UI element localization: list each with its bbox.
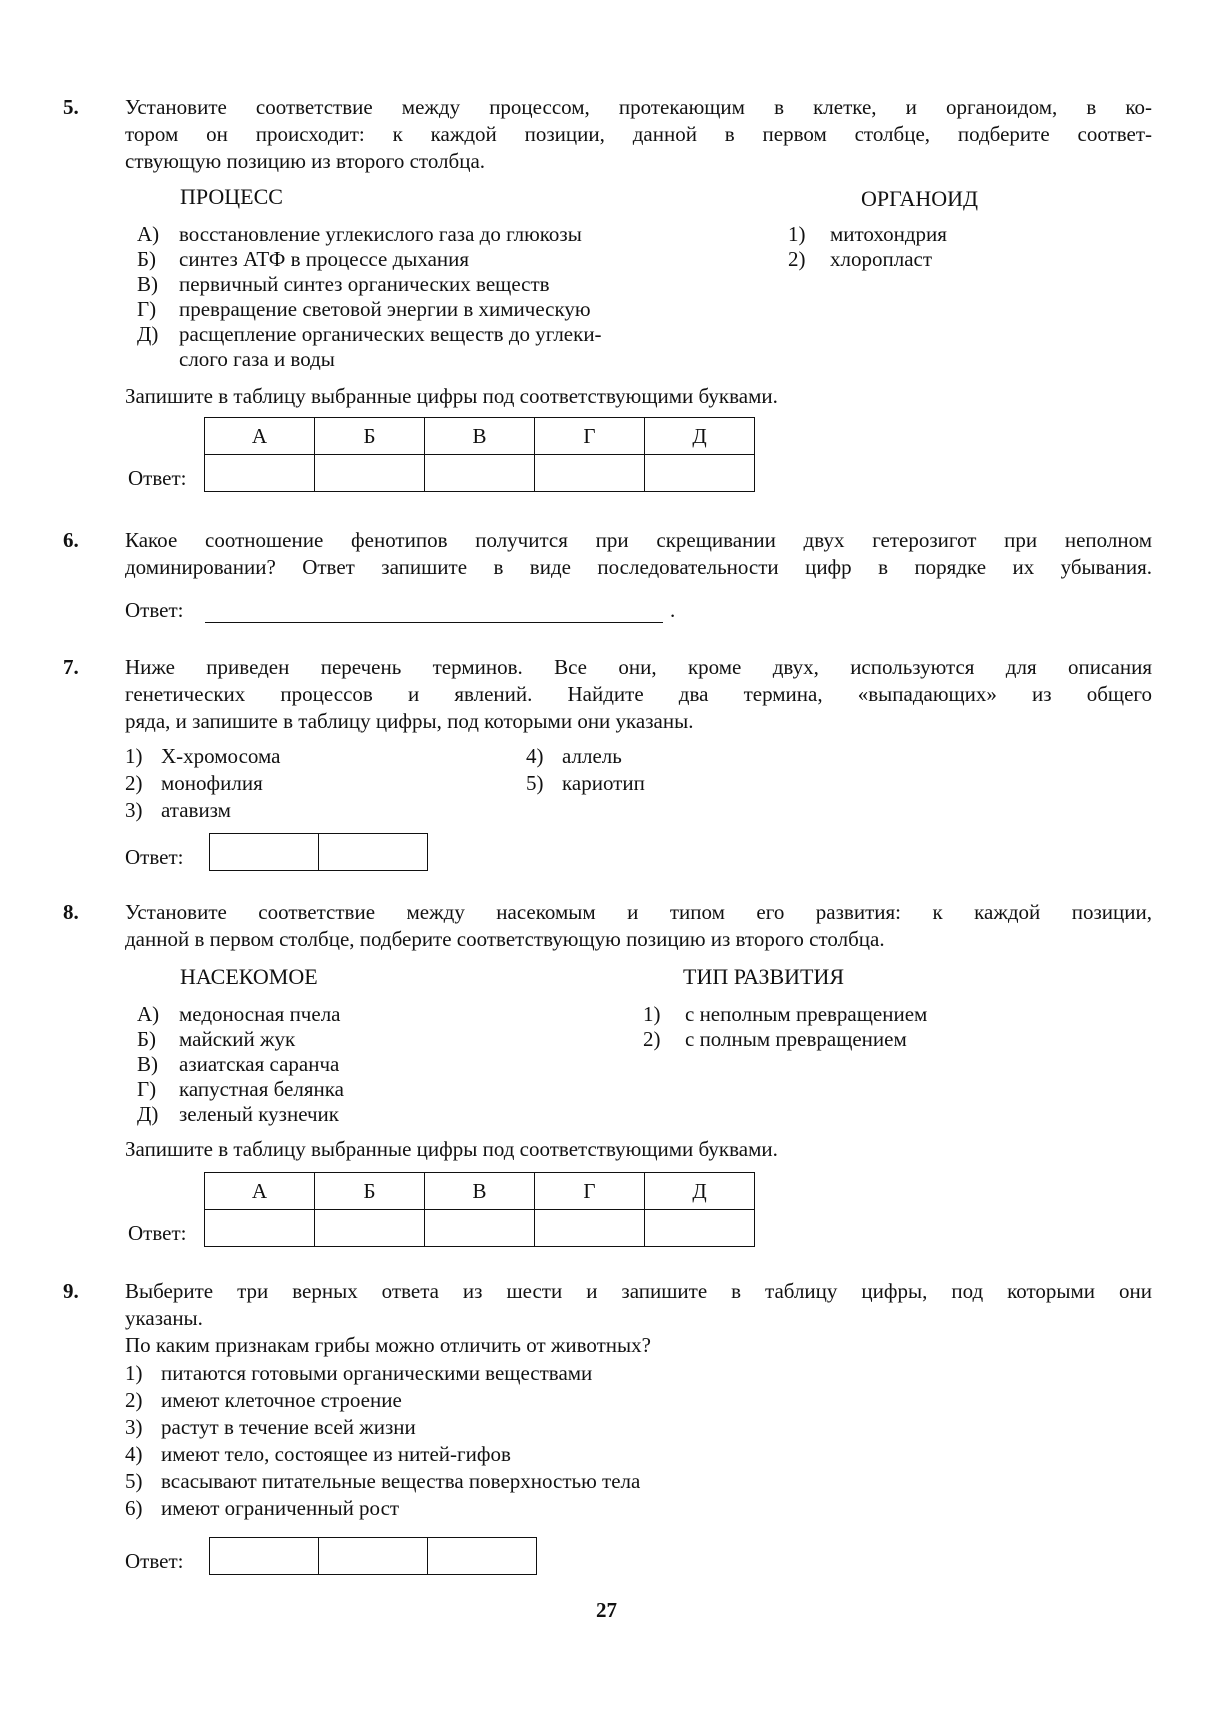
item-key: 3) — [125, 798, 143, 822]
q7-text-line: ряда, и запишите в таблицу цифры, под которыми они указаны. — [125, 709, 694, 733]
item-key: 3) — [125, 1415, 143, 1439]
q8-text — [125, 899, 1152, 953]
answer-cell[interactable] — [315, 455, 425, 492]
list-item — [137, 1077, 344, 1102]
item-key: Д) — [137, 322, 159, 346]
table-header: Б — [315, 1173, 425, 1210]
q9-list — [125, 1360, 640, 1522]
list-item — [125, 1468, 640, 1495]
q6-text — [125, 527, 1152, 581]
q6-text-line: доминировании? Ответ запишите в виде последовательности цифр в порядке их убывания. — [125, 555, 1152, 579]
q8-text-line: данной в первом столбце, подберите соответствующую позицию из второго столбца. — [125, 927, 885, 951]
q7-list-col1 — [125, 743, 280, 824]
list-item — [643, 1027, 927, 1052]
q5-right-list — [788, 222, 947, 272]
item-text: майский жук — [179, 1027, 296, 1051]
item-text: питаются готовыми органическими веществами — [161, 1361, 593, 1385]
item-text: аллель — [562, 744, 622, 768]
q5-answer-label: Ответ: — [128, 466, 187, 490]
answer-cell[interactable] — [425, 1210, 535, 1247]
table-header: Д — [645, 1173, 755, 1210]
table-header: В — [425, 1173, 535, 1210]
item-text: атавизм — [161, 798, 231, 822]
q5-text — [125, 94, 1152, 175]
page-number: 27 — [596, 1598, 617, 1622]
answer-cell[interactable] — [535, 1210, 645, 1247]
q5-answer-table — [204, 417, 755, 492]
item-text: первичный синтез органических веществ — [179, 272, 550, 296]
q8-answer-table — [204, 1172, 755, 1247]
list-item — [526, 770, 645, 797]
q6-number: 6. — [63, 528, 79, 552]
item-key: Д) — [137, 1102, 159, 1126]
q6-text-line: Какое соотношение фенотипов получится при скрещивании двух гетерозигот при неполном — [125, 528, 1152, 552]
item-key: 2) — [125, 1388, 143, 1412]
table-header: В — [425, 418, 535, 455]
item-key: Б) — [137, 1027, 157, 1051]
item-text: монофилия — [161, 771, 263, 795]
list-item — [643, 1002, 927, 1027]
item-text: превращение световой энергии в химическую — [179, 297, 591, 321]
list-item — [125, 1495, 640, 1522]
item-key: 1) — [643, 1002, 661, 1026]
item-text: кариотип — [562, 771, 645, 795]
q7-list-col2 — [526, 743, 645, 797]
item-text: хлоропласт — [830, 247, 933, 271]
q8-answer-label: Ответ: — [128, 1221, 187, 1245]
answer-cell[interactable] — [425, 455, 535, 492]
list-item — [125, 1387, 640, 1414]
answer-cell[interactable] — [645, 455, 755, 492]
table-header: Д — [645, 418, 755, 455]
item-key: А) — [137, 222, 160, 246]
q8-right-list — [643, 1002, 927, 1052]
answer-cell[interactable] — [210, 834, 319, 870]
q7-text-line: генетических процессов и явлений. Найдите два термина, «выпадающих» из общего — [125, 682, 1152, 706]
item-text: имеют ограниченный рост — [161, 1496, 400, 1520]
item-key: В) — [137, 272, 158, 296]
q7-number: 7. — [63, 655, 79, 679]
item-key: А) — [137, 1002, 160, 1026]
list-item — [137, 347, 602, 372]
list-item — [137, 272, 602, 297]
list-item — [125, 1441, 640, 1468]
answer-cell[interactable] — [319, 1538, 428, 1574]
q7-answer-label: Ответ: — [125, 845, 184, 869]
item-key: Г) — [137, 1077, 157, 1101]
q6-answer-end: . — [670, 598, 676, 622]
item-text: азиатская саранча — [179, 1052, 340, 1076]
q8-left-header: НАСЕКОМОЕ — [180, 964, 318, 989]
item-text: митохондрия — [830, 222, 947, 246]
list-item — [125, 1360, 640, 1387]
list-item — [125, 797, 280, 824]
q8-text-line: Установите соответствие между насекомым и типом его развития: к каждой позиции, — [125, 900, 1152, 924]
q7-text-line: Ниже приведен перечень терминов. Все они, кроме двух, используются для описания — [125, 655, 1152, 679]
q8-left-list — [137, 1002, 344, 1127]
list-item — [788, 247, 947, 272]
list-item — [137, 222, 602, 247]
item-key: В) — [137, 1052, 158, 1076]
item-text: растут в течение всей жизни — [161, 1415, 416, 1439]
list-item — [137, 1027, 344, 1052]
list-item — [137, 322, 602, 347]
q5-text-line: Установите соответствие между процессом, протекающим в клетке, и органоидом, в ко- — [125, 95, 1152, 119]
item-key: 5) — [125, 1469, 143, 1493]
q9-text-line: указаны. — [125, 1306, 203, 1330]
q5-left-list — [137, 222, 602, 372]
q9-number: 9. — [63, 1279, 79, 1303]
item-key: Б) — [137, 247, 157, 271]
item-key: 1) — [125, 1361, 143, 1385]
item-text: с полным превращением — [685, 1027, 907, 1051]
item-text: восстановление углекислого газа до глюкозы — [179, 222, 582, 246]
item-text: слого газа и воды — [179, 347, 335, 371]
list-item — [788, 222, 947, 247]
item-text: расщепление органических веществ до углеки- — [179, 322, 602, 346]
item-key: 6) — [125, 1496, 143, 1520]
q5-number: 5. — [63, 95, 79, 119]
q9-answer-label: Ответ: — [125, 1549, 184, 1573]
table-header: А — [205, 418, 315, 455]
item-key: 1) — [788, 222, 806, 246]
q8-number: 8. — [63, 900, 79, 924]
list-item — [137, 297, 602, 322]
item-key: 2) — [788, 247, 806, 271]
q8-instruction: Запишите в таблицу выбранные цифры под соответствующими буквами. — [125, 1137, 778, 1161]
q7-text — [125, 654, 1152, 735]
answer-cell[interactable] — [645, 1210, 755, 1247]
table-header: Б — [315, 418, 425, 455]
q5-text-line: ствующую позицию из второго столбца. — [125, 149, 486, 173]
item-text: всасывают питательные вещества поверхностью тела — [161, 1469, 641, 1493]
item-text: капустная белянка — [179, 1077, 344, 1101]
item-key: 2) — [643, 1027, 661, 1051]
q5-left-header: ПРОЦЕСС — [180, 184, 283, 209]
table-header: Г — [535, 418, 645, 455]
q5-text-line: тором он происходит: к каждой позиции, данной в первом столбце, подберите соответ- — [125, 122, 1152, 146]
q9-text-line: Выберите три верных ответа из шести и запишите в таблицу цифры, под которыми они — [125, 1279, 1152, 1303]
list-item — [125, 743, 280, 770]
q5-instruction: Запишите в таблицу выбранные цифры под соответствующими буквами. — [125, 384, 778, 408]
answer-cell[interactable] — [535, 455, 645, 492]
list-item — [137, 1002, 344, 1027]
q5-right-header: ОРГАНОИД — [861, 186, 979, 211]
item-text: синтез АТФ в процессе дыхания — [179, 247, 470, 271]
list-item — [137, 1052, 344, 1077]
q9-text-line: По каким признакам грибы можно отличить от животных? — [125, 1333, 651, 1357]
item-key: Г) — [137, 297, 157, 321]
item-text: с неполным превращением — [685, 1002, 928, 1026]
item-key: 1) — [125, 744, 143, 768]
answer-cell[interactable] — [428, 1538, 536, 1574]
table-header: А — [205, 1173, 315, 1210]
q6-answer-label: Ответ: — [125, 598, 184, 622]
table-header: Г — [535, 1173, 645, 1210]
item-text: имеют тело, состоящее из нитей-гифов — [161, 1442, 511, 1466]
item-text: Х-хромосома — [161, 744, 281, 768]
list-item — [137, 247, 602, 272]
answer-cell[interactable] — [205, 455, 315, 492]
answer-cell[interactable] — [210, 1538, 319, 1574]
item-key: 4) — [125, 1442, 143, 1466]
item-text: имеют клеточное строение — [161, 1388, 402, 1412]
item-key: 4) — [526, 744, 544, 768]
list-item — [125, 1414, 640, 1441]
item-key: 2) — [125, 771, 143, 795]
list-item — [125, 770, 280, 797]
q6-answer-line[interactable] — [205, 600, 663, 623]
q8-right-header: ТИП РАЗВИТИЯ — [683, 964, 845, 989]
q9-text — [125, 1278, 1152, 1359]
list-item — [137, 1102, 344, 1127]
answer-cell[interactable] — [319, 834, 427, 870]
answer-cell[interactable] — [315, 1210, 425, 1247]
q9-answer-boxes — [209, 1537, 537, 1575]
item-text: зеленый кузнечик — [179, 1102, 339, 1126]
item-text: медоносная пчела — [179, 1002, 341, 1026]
q7-answer-boxes — [209, 833, 428, 871]
list-item — [526, 743, 645, 770]
answer-cell[interactable] — [205, 1210, 315, 1247]
item-key: 5) — [526, 771, 544, 795]
